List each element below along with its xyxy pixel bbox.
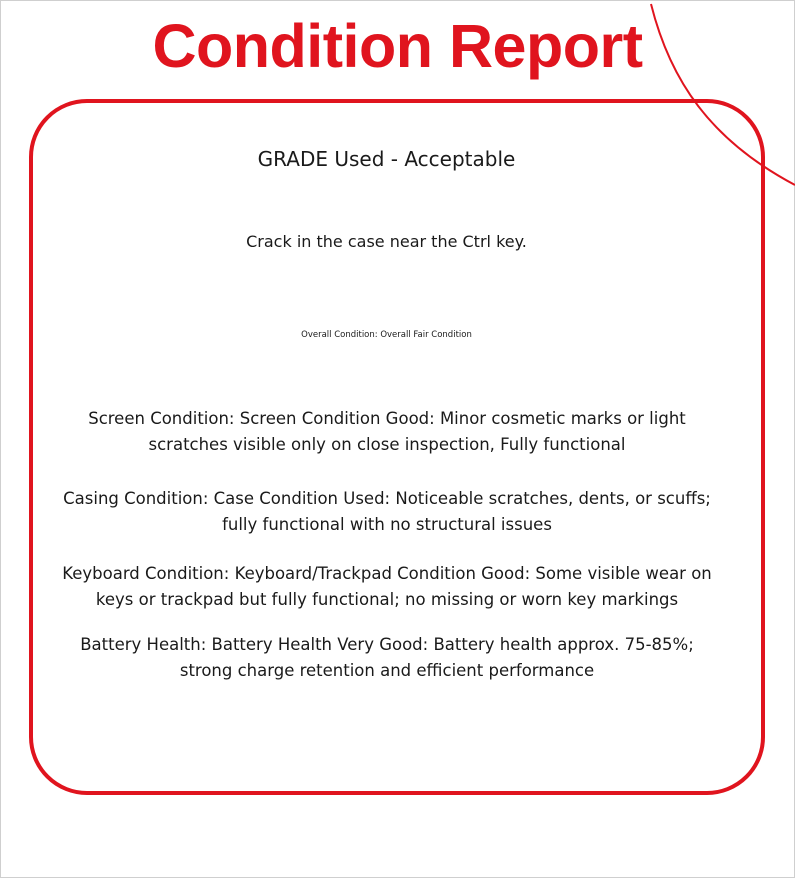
defect-note: Crack in the case near the Ctrl key. xyxy=(246,232,527,251)
keyboard-condition: Keyboard Condition: Keyboard/Trackpad Condition Good: Some visible wear on keys or trackpad but fully functional; no missing or worn key markings xyxy=(62,564,712,609)
page-title: Condition Report xyxy=(152,12,643,80)
battery-health: Battery Health: Battery Health Very Good: Battery health approx. 75-85%; strong charge retention and efficient performance xyxy=(80,635,694,680)
screen-condition: Screen Condition: Screen Condition Good: Minor cosmetic marks or light scratches visible only on close inspection, Fully functional xyxy=(88,409,686,454)
overall-condition: Overall Condition: Overall Fair Condition xyxy=(301,330,472,340)
casing-condition: Casing Condition: Case Condition Used: Noticeable scratches, dents, or scuffs; fully functional with no structural issues xyxy=(63,489,711,534)
grade-label: GRADE Used - Acceptable xyxy=(257,147,516,171)
